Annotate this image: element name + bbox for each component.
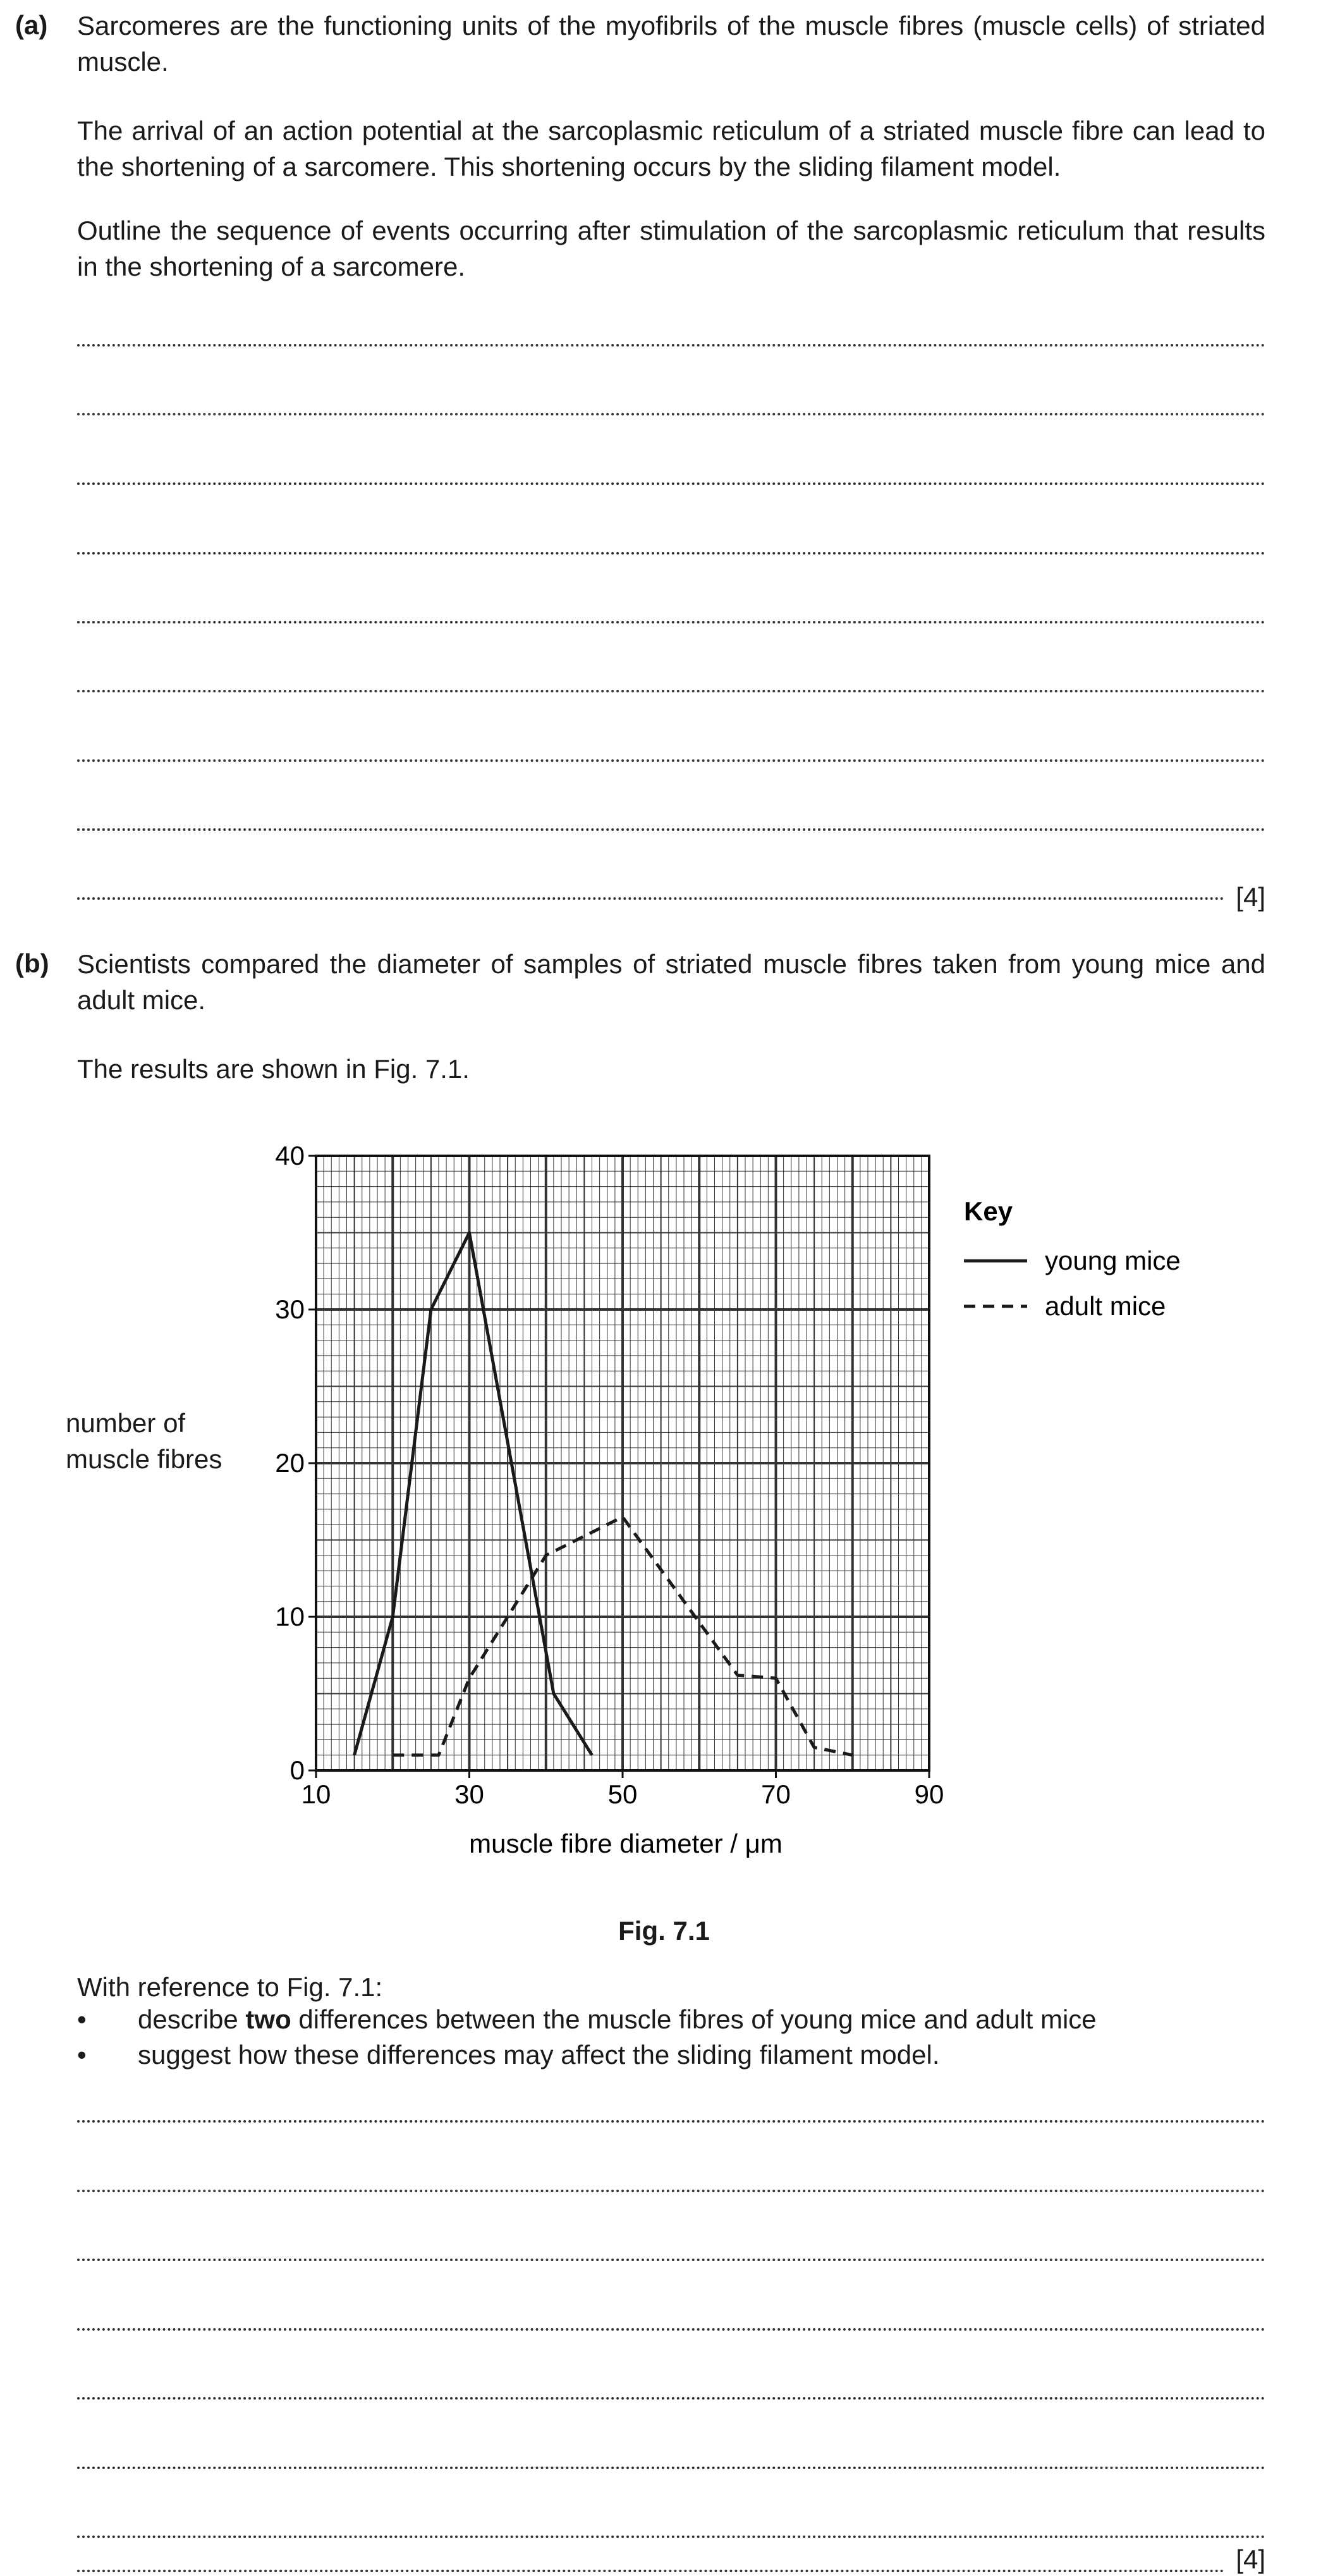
answer-line[interactable]	[77, 546, 1265, 555]
x-tick-label: 70	[761, 1779, 791, 1809]
x-tick-label: 90	[914, 1779, 944, 1809]
answer-line[interactable]	[77, 2322, 1265, 2331]
answer-line[interactable]	[77, 615, 1265, 623]
answer-line[interactable]	[77, 822, 1265, 831]
x-tick-label: 30	[454, 1779, 484, 1809]
part-a-question: Outline the sequence of events occurring after stimulation of the sarcoplasmic reticulum that results in the shortening of a sarcomere.	[77, 216, 1265, 281]
part-b-marks: [4]	[1236, 2544, 1265, 2574]
answer-line[interactable]	[77, 684, 1265, 692]
answer-line[interactable]	[77, 2460, 1265, 2469]
bullet-1-pre: describe	[138, 2004, 246, 2034]
bullet-1-text	[138, 2004, 1276, 2035]
part-a-intro: Sarcomeres are the functioning units of the myofibrils of the muscle fibres (muscle cells) of striated muscle.	[77, 11, 1265, 77]
answer-line[interactable]	[77, 2183, 1265, 2192]
y-tick-label: 10	[275, 1602, 305, 1631]
answer-line[interactable]	[77, 2252, 1265, 2261]
chart-legend	[964, 1196, 1181, 1321]
legend-label: young mice	[1045, 1246, 1181, 1275]
part-a-label: (a)	[15, 10, 48, 40]
figure-7-1-chart	[0, 1113, 1328, 1872]
part-a-marks: [4]	[1236, 882, 1265, 912]
y-axis-title: number of muscle fibres	[66, 1408, 222, 1474]
bullet-1-bold: two	[245, 2004, 291, 2034]
y-tick-label: 20	[275, 1448, 305, 1478]
answer-line[interactable]	[77, 891, 1224, 900]
answer-line[interactable]	[77, 753, 1265, 762]
legend-title: Key	[964, 1196, 1013, 1226]
y-tick-label: 40	[275, 1141, 305, 1170]
answer-line[interactable]	[77, 2114, 1265, 2123]
legend-label: adult mice	[1045, 1291, 1166, 1321]
answer-line[interactable]	[77, 2567, 1224, 2572]
x-tick-label: 50	[607, 1779, 638, 1809]
y-tick-label: 0	[289, 1755, 305, 1785]
answer-line[interactable]	[77, 2391, 1265, 2400]
instruction: With reference to Fig. 7.1:	[77, 1972, 383, 2002]
bullet-1-post: differences between the muscle fibres of young mice and adult mice	[291, 2004, 1097, 2034]
answer-line[interactable]	[77, 338, 1265, 347]
bullet-1-marker: •	[77, 2004, 87, 2034]
x-axis-title: muscle fibre diameter / μm	[469, 1829, 783, 1858]
part-b-results-sentence: The results are shown in Fig. 7.1.	[77, 1054, 470, 1084]
part-b-label: (b)	[15, 948, 49, 978]
x-tick-label: 10	[301, 1779, 331, 1809]
figure-caption: Fig. 7.1	[618, 1916, 710, 1946]
answer-line[interactable]	[77, 407, 1265, 415]
bullet-2-text: suggest how these differences may affect the sliding filament model.	[138, 2040, 940, 2070]
answer-line[interactable]	[77, 2529, 1265, 2538]
y-tick-label: 30	[275, 1294, 305, 1324]
answer-line[interactable]	[77, 476, 1265, 485]
part-a-context: The arrival of an action potential at the sarcoplasmic reticulum of a striated muscle fibre can lead to the shortening of a sarcomere. This shortening occurs by the sliding filament model.	[77, 116, 1265, 181]
part-b-intro: Scientists compared the diameter of samples of striated muscle fibres taken from young mice and adult mice.	[77, 949, 1265, 1015]
bullet-2-marker: •	[77, 2040, 87, 2070]
